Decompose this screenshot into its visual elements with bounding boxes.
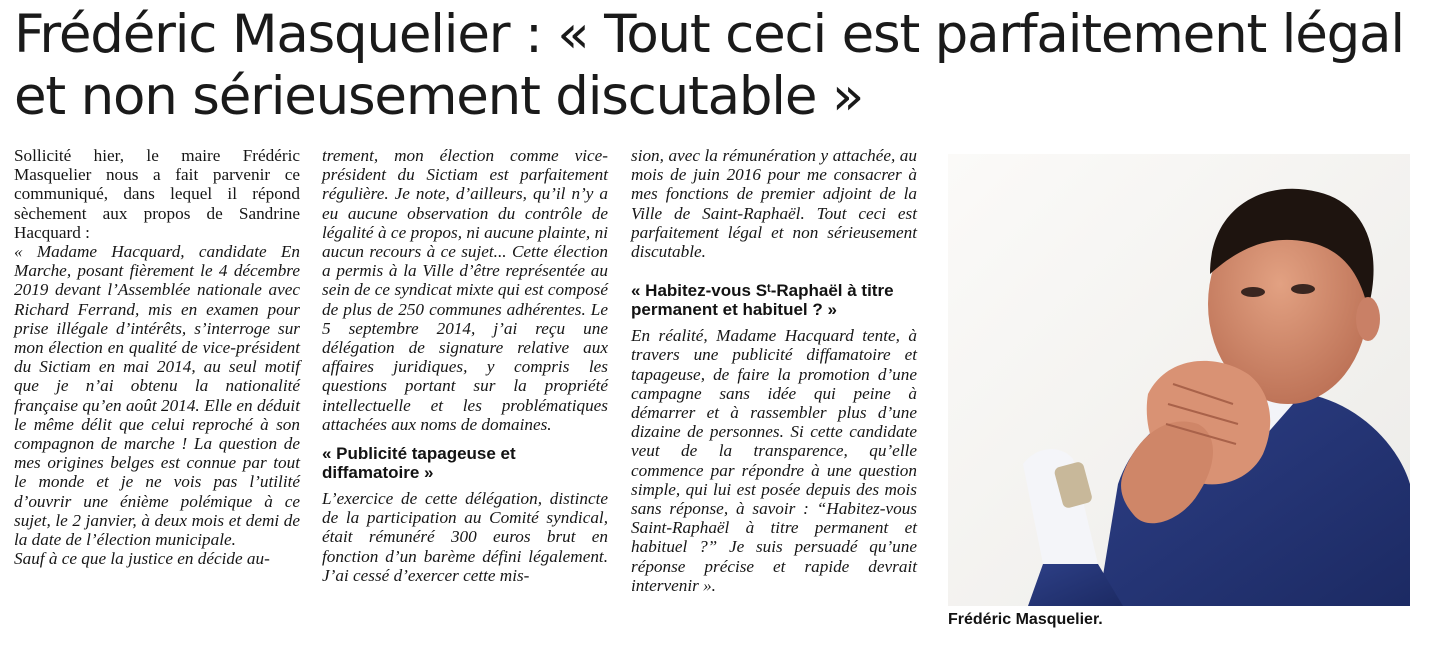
quote-paragraph-2-continued: trement, mon élection comme vice-président du Sictiam est parfaitement régulière. Je note, d’ailleurs, qu’il n’y a eu aucune observation du contrôle de légalité à ce propos, ni aucune plainte, ni aucun recours à ce sujet... Cette élection a permis à la Ville d’être représentée au sein de ce syndicat mixte qui est composé de plus de 250 communes adhérentes. Le 5 septembre 2014, j’ai reçu une délégation de signature relative aux affaires juridiques, y compris les questions portant sur la propriété intellectuelle et les problématiques attachées aux noms de domaines. (322, 146, 608, 434)
article-column-3 (631, 146, 917, 595)
quote-paragraph-2-start: Sauf à ce que la justice en décide au- (14, 549, 270, 569)
article-column-2 (322, 146, 608, 585)
quote-paragraph-3-continued: sion, avec la rémunération y attachée, au mois de juin 2016 pour me consacrer à mes fonctions de premier adjoint de la Ville de Saint-Raphaël. Tout ceci est parfaitement légal et non sérieusement discutable. (631, 146, 917, 262)
intro-paragraph: Sollicité hier, le maire Frédéric Masquelier nous a fait parvenir ce communiqué, dans lequel il répond sèchement aux propos de Sandrine Hacquard : (14, 146, 300, 242)
quote-paragraph-3-start: L’exercice de cette délégation, distincte de la participation au Comité syndical, était rémunéré 300 euros brut en fonction d’un barème défini légalement. J’ai cessé d’exercer cette mis- (322, 489, 608, 585)
portrait-photo (948, 154, 1410, 606)
subhead-publicite: « Publicité tapageuse et diffamatoire » (322, 444, 516, 483)
headline: Frédéric Masquelier : « Tout ceci est parfaitement légal et non sérieusement discutable » (14, 4, 1404, 127)
subhead-habitez-vous: « Habitez-vous Sᵗ-Raphaël à titre permanent et habituel ? » (631, 281, 894, 320)
quote-paragraph-1: « Madame Hacquard, candidate En Marche, posant fièrement le 4 décembre 2019 devant l’Assemblée nationale avec Richard Ferrand, mis en examen pour prise illégale d’intérêts, s’interroge sur mon élection en qualité de vice-président du Sictiam en mai 2014, au seul motif que je n’ai obtenu la nationalité française qu’en août 2014. Elle en déduit le même délit que celui reproché à son compagnon de marche ! La question de mes origines belges est connue par tout le monde et je ne vois pas l’utilité d’ouvrir une énième polémique à ce sujet, le 2 janvier, à deux mois et demi de la date de l’élection municipale. (14, 242, 300, 550)
quote-paragraph-4: En réalité, Madame Hacquard tente, à travers une publicité diffamatoire et tapageuse, de faire la promotion d’une campagne sans idée qui peine à démarrer et à rassembler plus d’une dizaine de personnes. Si cette candidate veut de la transparence, qu’elle commence par répondre à une question simple, qui lui est posée depuis des mois sans réponse, à savoir : “Habitez-vous Saint-Raphaël à titre permanent et habituel ?” Je suis persuadé qu’une réponse précise et rapide devrait intervenir ». (631, 326, 917, 595)
photo-caption: Frédéric Masquelier. (948, 611, 1103, 628)
article-column-1 (14, 146, 300, 568)
